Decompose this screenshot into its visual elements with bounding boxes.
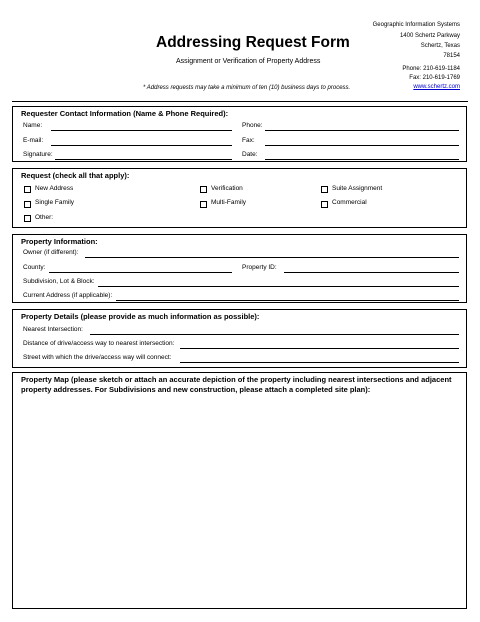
single-family-label: Single Family: [35, 199, 75, 206]
org-city: Schertz, Texas: [420, 43, 460, 49]
single-family-checkbox[interactable]: [24, 201, 31, 208]
property-details-section-title: Property Details (please provide as much information as possible):: [21, 312, 260, 321]
commercial-checkbox[interactable]: [321, 201, 328, 208]
multi-family-checkbox[interactable]: [200, 201, 207, 208]
processing-note: * Address requests may take a minimum of ten (10) business days to process.: [143, 85, 351, 91]
form-title: Addressing Request Form: [156, 34, 350, 51]
current-address-label: Current Address (if applicable):: [23, 292, 113, 299]
county-label: County:: [23, 264, 46, 271]
property-id-label: Property ID:: [242, 264, 277, 271]
distance-field[interactable]: [180, 348, 459, 349]
new-address-label: New Address: [35, 185, 74, 192]
owner-field[interactable]: [85, 257, 459, 258]
property-id-field[interactable]: [284, 272, 459, 273]
fax-label: Fax:: [242, 137, 255, 144]
request-section-title: Request (check all that apply):: [21, 171, 130, 180]
name-field[interactable]: [51, 130, 232, 131]
org-phone: Phone: 210-619-1184: [402, 66, 460, 72]
header-divider: [12, 101, 468, 102]
property-map-section[interactable]: [12, 372, 467, 609]
date-label: Date:: [242, 151, 258, 158]
contact-section-title: Requester Contact Information (Name & Phone Required):: [21, 109, 229, 118]
suite-assignment-label: Suite Assignment: [332, 185, 383, 192]
name-label: Name:: [23, 122, 43, 129]
distance-label: Distance of drive/access way to nearest intersection:: [23, 340, 175, 347]
owner-label: Owner (if different):: [23, 249, 79, 256]
property-info-section-title: Property Information:: [21, 237, 98, 246]
county-field[interactable]: [49, 272, 232, 273]
nearest-intersection-label: Nearest Intersection:: [23, 326, 83, 333]
signature-label: Signature:: [23, 151, 53, 158]
nearest-intersection-field[interactable]: [90, 334, 459, 335]
new-address-checkbox[interactable]: [24, 186, 31, 193]
org-name: Geographic Information Systems: [372, 22, 460, 28]
fax-field[interactable]: [265, 145, 459, 146]
signature-field[interactable]: [55, 159, 232, 160]
org-street: 1400 Schertz Parkway: [399, 33, 460, 39]
phone-field[interactable]: [265, 130, 459, 131]
email-field[interactable]: [51, 145, 232, 146]
current-address-field[interactable]: [116, 300, 459, 301]
verification-checkbox[interactable]: [200, 186, 207, 193]
multi-family-label: Multi-Family: [211, 199, 247, 206]
connecting-street-label: Street with which the drive/access way will connect:: [23, 354, 172, 361]
commercial-label: Commercial: [332, 199, 367, 206]
suite-assignment-checkbox[interactable]: [321, 186, 328, 193]
phone-label: Phone:: [242, 122, 263, 129]
other-label: Other:: [35, 214, 54, 221]
other-checkbox[interactable]: [24, 215, 31, 222]
org-zip: 78154: [443, 53, 460, 59]
org-website-link[interactable]: www.schertz.com: [413, 84, 460, 90]
date-field[interactable]: [265, 159, 459, 160]
subdivision-field[interactable]: [98, 286, 459, 287]
form-subtitle: Assignment or Verification of Property Address: [176, 58, 321, 65]
subdivision-label: Subdivision, Lot & Block:: [23, 278, 95, 285]
connecting-street-field[interactable]: [180, 362, 459, 363]
org-website-wrap: [413, 84, 460, 90]
verification-label: Verification: [211, 185, 243, 192]
property-map-title: Property Map (please sketch or attach an accurate depiction of the property including nearest intersections and adjacent property addresses. For Subdivisions and new construction, please attach a completed site plan):: [21, 375, 452, 394]
email-label: E-mail:: [23, 137, 44, 144]
org-fax: Fax: 210-619-1769: [409, 75, 460, 81]
